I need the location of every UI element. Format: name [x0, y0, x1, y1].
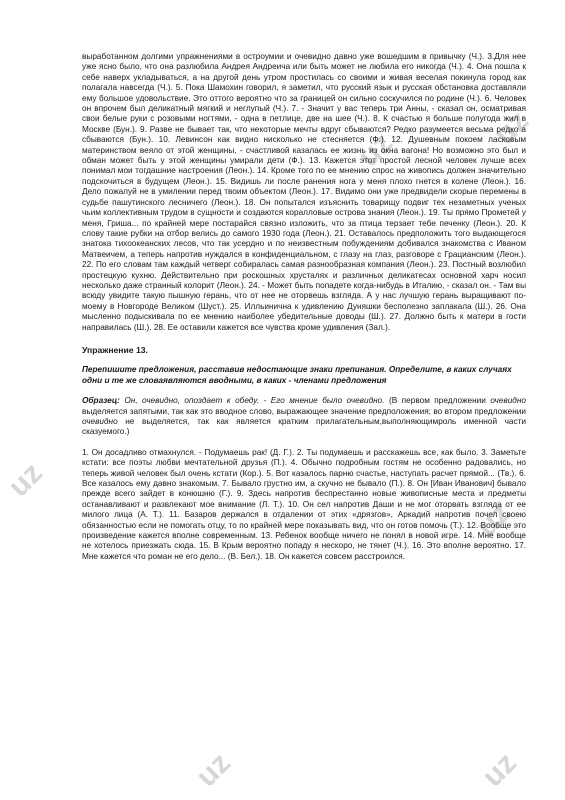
example-note-part: не выделяется, так как является кратким прилагательным,выполняющимроль именной части сказуемого.) — [82, 417, 527, 437]
document-page — [82, 52, 526, 562]
exercise-heading: Упражнение 13. — [82, 344, 148, 355]
example-note-part: (В первом предложении — [388, 396, 486, 406]
watermark: uz — [488, 104, 535, 152]
exercise-task: Перепишите предложения, расставив недостающие знаки препинания. Определите, в каких случаях одни и те же словаявляются вводными, в каких - членами предложения — [82, 365, 512, 385]
watermark: uz — [190, 746, 237, 794]
watermark: uz — [2, 456, 49, 504]
example-note-part: выделяется запятыми, так как это вводное слово, выражающее значение предположения; во втором предложении — [82, 406, 526, 416]
example-label: Образец: — [82, 396, 120, 406]
watermark: uz — [470, 496, 517, 544]
paragraph-exercise-12-continued: выработанном долгими упражнениями в остроумии и очевидно давно уже вошедшим в привычку (Ч.). 3.Для нее уже ясно было, что она разлюбила Андрея Андреича или быть может не любила его никогда (Ч.). 4. Она пошла к себе наверх укладываться, а на другой день утром простилась со своими и живая веселая покинула город как полагала навсегда (Ч.). 5. Пока Шамохин говорил, я заметил, что русский язык и русская обстановка доставляли ему большое удовольствие. Это оттого вероятно что за границей он сильно соскучился по родине (Ч.). 6. Человек он впрочем был деликатный мягкий и неглупый (Ч.). 7. - Значит у вас теперь три Анны, - сказал он, осматривая свои белые руки с розовыми ногтями, - одна в петлице, две на шее (Ч.). 8. К счастью я больше полугода жил в Москве (Бун.). 9. Разве не бывает так, что некоторые мечты вдруг сбываются? Редко разумеется весьма редко а сбываются (Бун.). 10. Левинсон как видно нисколько не стесняется (Ф.). 12. Душевным покоем ласковым материнством веяло от этой женщины, - счастливой казалась ее жизнь из окна вагона! Но возможно это был и обман может быть у этой женщины умирали дети (Ф.). 13. Кажется этот простой лесной человек лучше всех понимал мои тогдашние настроения (Леон.). 14. Кроме того по ее мнению спрос на живопись должен значительно подскочиться в будущем (Леон.). 15. Видишь ли после ранения нога у меня плохо гнется в колене (Леон.). 16. Дело пожалуй не в умилении перед твоим объектом (Леон.). 17. Видимо они уже предвидели скорые перемены в судьбе пашутинского лесничего (Леон.). 18. Он попытался изъяснить товарищу подвиг тех незаметных ученых чьим коллективным трудом в сущности и создаются коралловые острова знания (Леон.). 19. Ты прямо Прометей у меня, Гриша... по крайней мере постарайся связно изложить, что за птица терзает тебе печенку (Леон.). 20. К слову такие рубки на отбор велись до самого 1930 года (Леон.). 21. Оставалось предположить того выдающегося знатока тихоокеанских лесов, что так усердно и по неизвестным побуждениям добивался знакомства с Иваном Матвеичем, а теперь напротив нуждался в конфиденциальном, с глазу на глаз, разговоре с Грацианским (Леон.). 22. По его словам там каждый четверг собиралась самая разнообразная компания (Леон.). 23. Постный возлюбил простецкую кухню. Действительно при роскошных хрусталях и различных деликатесах основной харч носил несколько даже странный колорит (Леон.). 24. - Может быть попадете когда-нибудь в Италию, - сказал он. - Там вы всюду увидите такую пышную герань, что от нее не оторвешь взгляда. А у нас лучшую герань выращивают по-моему в Новгороде Великом (Шуст.). 25. Илльинична к удивлению Дуняшки бесполезно заплакала (Ш.). 26. Она мысленно подыскивала по ее мнению наиболее убедительные доводы (Ш.). 27. Должно быть к матери в гости направилась (Ш.). 28. Ее оставили кажется все чувства кроме удивления (Зал.). — [82, 52, 526, 332]
exercise-example — [82, 396, 526, 438]
example-word: очевидно — [82, 417, 118, 426]
example-sentence: Он, очевидно, опоздает к обеду. - Его мнение было очевидно. — [124, 396, 385, 406]
example-word: очевидно — [490, 396, 526, 406]
watermark: uz — [476, 746, 523, 794]
exercise-body: 1. Он досадливо отмахнулся. - Подумаешь рак! (Д. Г.). 2. Ты подумаешь и расскажешь все, как было. 3. Заметьте кстати: все поэты любви мечтательной друзья (П.). 4. Обычно подробным гостям не особенно радовались, но теперь живой человек был очень кстати (Кор.). 5. Вот казалось парню счастье, наступать расчет прямой... (Тв.). 6. Все казалось ему давно знакомым. 7. Бывало грустно им, а скучно не бывало (П.). 8. Он [Иван Иванович] бывало прежде всего зайдет в конюшню (Г.). 9. Здесь напротив беспрестанно новые живописные места и предметы останавливают и развлекают мое внимание (Л. Т.). 10. Он сел напротив Даши и не мог оторвать взгляда от ее милого лица (А. Т.). 11. Базаров держался в отдалении от этих «дрязгов», Аркадий напротив почел своею обязанностью если не помогать отцу, то по крайней мере показывать вид, что он готов помочь (Т.). 12. Вообще это произведение кажется вполне современным. 13. Ребенок вообще ничего не понял в новой игре. 14. Мне вообще не хотелось приезжать сюда. 15. В Крым вероятно попаду я нескоро, не тянет (Ч.). 16. Это вполне вероятно. 17. Мне кажется что роман не его дело... (В. Бел.). 18. Он кажется совсем расстроился. — [82, 447, 526, 561]
watermark: uz — [352, 126, 399, 174]
